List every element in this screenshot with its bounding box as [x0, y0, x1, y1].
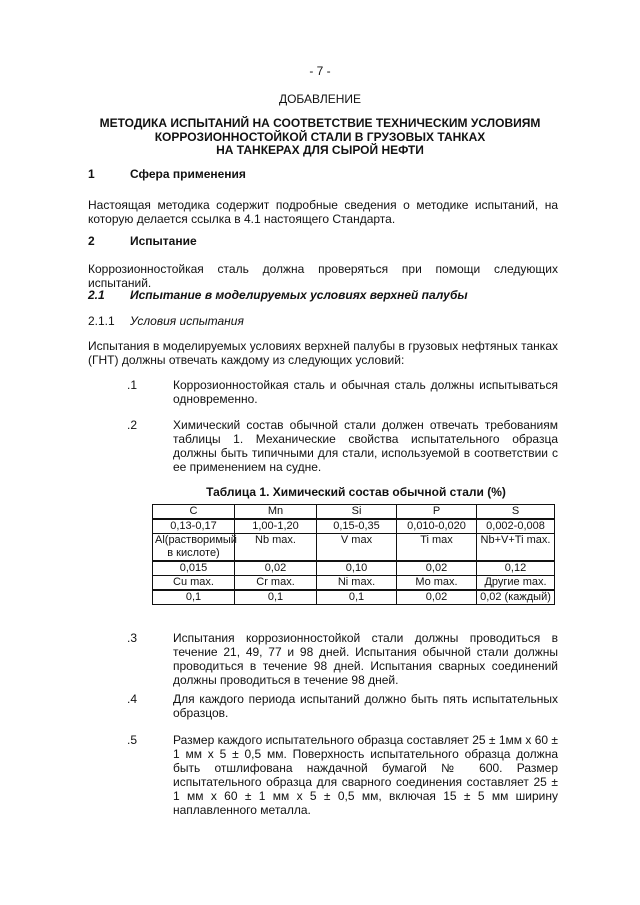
table-cell: Mn	[235, 505, 317, 520]
table-cell: 0,02	[397, 590, 477, 605]
title-line: НА ТАНКЕРАХ ДЛЯ СЫРОЙ НЕФТИ	[216, 143, 424, 157]
table-cell: Cu max.	[153, 576, 235, 591]
paragraph: Испытания в моделируемых условиях верхней палубы в грузовых нефтяных танках (ГНТ) должны отвечать каждому из следующих условий:	[88, 339, 558, 367]
table-cell: 0,010-0,020	[397, 519, 477, 534]
table-cell: P	[397, 505, 477, 520]
list-item-number: .5	[127, 733, 138, 747]
subsection-number: 2.1	[88, 288, 105, 302]
title-line: КОРРОЗИОННОСТОЙКОЙ СТАЛИ В ГРУЗОВЫХ ТАНКАХ	[154, 129, 486, 144]
list-item-text: Испытания коррозионностойкой стали должны проводиться в течение 21, 49, 77 и 98 дней. Испытания обычной стали должны проводиться в течение 98 дней. Испытания сварных соединений должны проводиться в течение 98 дней.	[173, 631, 558, 687]
paragraph: Коррозионностойкая сталь должна проверяться при помощи следующих испытаний.	[88, 262, 558, 290]
table-cell: V max	[317, 534, 397, 562]
table-row	[153, 519, 555, 534]
section-number: 1	[88, 167, 95, 181]
table-row	[153, 505, 555, 520]
table-cell: C	[153, 505, 235, 520]
title-line: МЕТОДИКА ИСПЫТАНИЙ НА СООТВЕТСТВИЕ ТЕХНИЧЕСКИМ УСЛОВИЯМ	[99, 116, 541, 130]
section-heading: Испытание	[130, 234, 197, 248]
section-number: 2	[88, 234, 95, 248]
table-cell: 1,00-1,20	[235, 519, 317, 534]
table-cell: 0,002-0,008	[477, 519, 555, 534]
table-cell: 0,02	[397, 561, 477, 576]
list-item-text: Коррозионностойкая сталь и обычная сталь должны испытываться одновременно.	[173, 378, 558, 406]
list-item-number: .2	[127, 418, 138, 432]
table-cell: Mo max.	[397, 576, 477, 591]
table-cell: Ni max.	[317, 576, 397, 591]
table-cell: 0,12	[477, 561, 555, 576]
subsubsection-number: 2.1.1	[88, 314, 115, 328]
section-heading: Сфера применения	[130, 167, 246, 181]
list-item-number: .4	[127, 692, 138, 706]
page-number: - 7 -	[309, 64, 331, 78]
table-cell: Ti max	[397, 534, 477, 562]
table-row	[153, 590, 555, 605]
subsubsection-heading: Условия испытания	[130, 314, 244, 328]
list-item-text: Химический состав обычной стали должен отвечать требованиям таблицы 1. Механические свойства испытательного образца должны быть типичными для стали, используемой в соответствии с ее применением на судне.	[173, 418, 558, 474]
table-cell: 0,02	[235, 561, 317, 576]
table-cell: Al(растворимый в кислоте)	[153, 534, 235, 562]
table-cell: 0,1	[317, 590, 397, 605]
table-cell: Nb+V+Ti max.	[477, 534, 555, 562]
subsection-heading: Испытание в моделируемых условиях верхней палубы	[130, 288, 468, 302]
chemical-composition-table	[152, 504, 555, 605]
table-cell: 0,1	[235, 590, 317, 605]
table-cell: 0,015	[153, 561, 235, 576]
addendum-label: ДОБАВЛЕНИЕ	[278, 92, 362, 106]
table-cell: 0,1	[153, 590, 235, 605]
table-cell: Cr max.	[235, 576, 317, 591]
list-item-number: .3	[127, 631, 138, 645]
table-cell: 0,13-0,17	[153, 519, 235, 534]
table-caption: Таблица 1. Химический состав обычной стали (%)	[206, 485, 506, 499]
table-cell: Si	[317, 505, 397, 520]
table-cell: Nb max.	[235, 534, 317, 562]
table-cell: 0,02 (каждый)	[477, 590, 555, 605]
table-row	[153, 561, 555, 576]
paragraph: Настоящая методика содержит подробные сведения о методике испытаний, на которую делается ссылка в 4.1 настоящего Стандарта.	[88, 198, 558, 226]
table-cell: S	[477, 505, 555, 520]
table-row	[153, 534, 555, 562]
table-cell: Другие max.	[477, 576, 555, 591]
table-cell: 0,10	[317, 561, 397, 576]
table-row	[153, 576, 555, 591]
list-item-text: Для каждого периода испытаний должно быть пять испытательных образцов.	[173, 692, 558, 720]
table-cell: 0,15-0,35	[317, 519, 397, 534]
list-item-number: .1	[127, 378, 138, 392]
document-title	[90, 117, 550, 158]
list-item-text: Размер каждого испытательного образца составляет 25 ± 1мм х 60 ± 1 мм х 5 ± 0,5 мм. Поверхность испытательного образца должна быть отшлифована наждачной бумагой № 600. Размер испытательного образца для сварного соединения составляет 25 ± 1 мм х 60 ± 1 мм х 5 ± 0,5 мм, включая 15 ± 5 мм ширину наплавленного металла.	[173, 733, 558, 817]
